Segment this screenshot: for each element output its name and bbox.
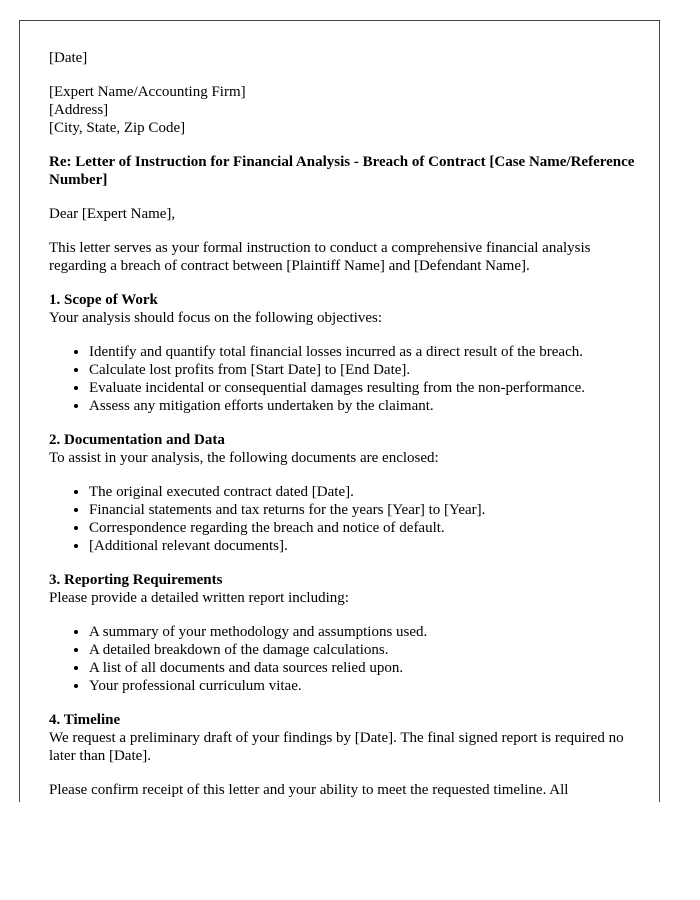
recipient-address-block: [49, 83, 639, 137]
letter-page: [19, 20, 660, 802]
recipient-address: [Address]: [49, 102, 109, 118]
section-lead: Please provide a detailed written report including:: [49, 590, 349, 606]
section-heading: 3. Reporting Requirements: [49, 572, 223, 588]
list-item: • [Additional relevant documents].: [89, 537, 639, 555]
salutation: Dear [Expert Name],: [49, 206, 176, 222]
list-item: • Your professional curriculum vitae.: [89, 677, 639, 695]
section-lead: To assist in your analysis, the following documents are enclosed:: [49, 450, 439, 466]
section-list: [49, 623, 639, 695]
section-lead: We request a preliminary draft of your findings by [Date]. The final signed report is required no later than [Date].: [49, 730, 624, 764]
recipient-name: [Expert Name/Accounting Firm]: [49, 84, 246, 100]
recipient-city-state-zip: [City, State, Zip Code]: [49, 120, 186, 136]
section-timeline: [49, 711, 639, 765]
intro-paragraph: This letter serves as your formal instruction to conduct a comprehensive financial analysis regarding a breach of contract between [Plaintiff Name] and [Defendant Name].: [49, 240, 591, 274]
subject-line: Re: Letter of Instruction for Financial Analysis - Breach of Contract [Case Name/Reference Number]: [49, 154, 635, 188]
section-list: [49, 483, 639, 555]
section-list: [49, 343, 639, 415]
list-item: • A detailed breakdown of the damage calculations.: [89, 641, 639, 659]
list-item: • Evaluate incidental or consequential damages resulting from the non-performance.: [89, 379, 639, 397]
section-heading: 4. Timeline: [49, 712, 121, 728]
list-item: • Identify and quantify total financial losses incurred as a direct result of the breach.: [89, 343, 639, 361]
section-heading: 1. Scope of Work: [49, 292, 158, 308]
section-documentation-and-data: [49, 431, 639, 555]
section-scope-of-work: [49, 291, 639, 415]
letter-body: [49, 49, 639, 802]
list-item: • Calculate lost profits from [Start Date] to [End Date].: [89, 361, 639, 379]
list-item: • The original executed contract dated [Date].: [89, 483, 639, 501]
section-heading: 2. Documentation and Data: [49, 432, 225, 448]
section-reporting-requirements: [49, 571, 639, 695]
closing-paragraph: Please confirm receipt of this letter and your ability to meet the requested timeline. All: [49, 782, 569, 798]
letter-date: [Date]: [49, 50, 88, 66]
list-item: • A summary of your methodology and assumptions used.: [89, 623, 639, 641]
list-item: • Assess any mitigation efforts undertaken by the claimant.: [89, 397, 639, 415]
section-lead: Your analysis should focus on the following objectives:: [49, 310, 383, 326]
list-item: • Financial statements and tax returns for the years [Year] to [Year].: [89, 501, 639, 519]
list-item: • Correspondence regarding the breach and notice of default.: [89, 519, 639, 537]
list-item: • A list of all documents and data sources relied upon.: [89, 659, 639, 677]
